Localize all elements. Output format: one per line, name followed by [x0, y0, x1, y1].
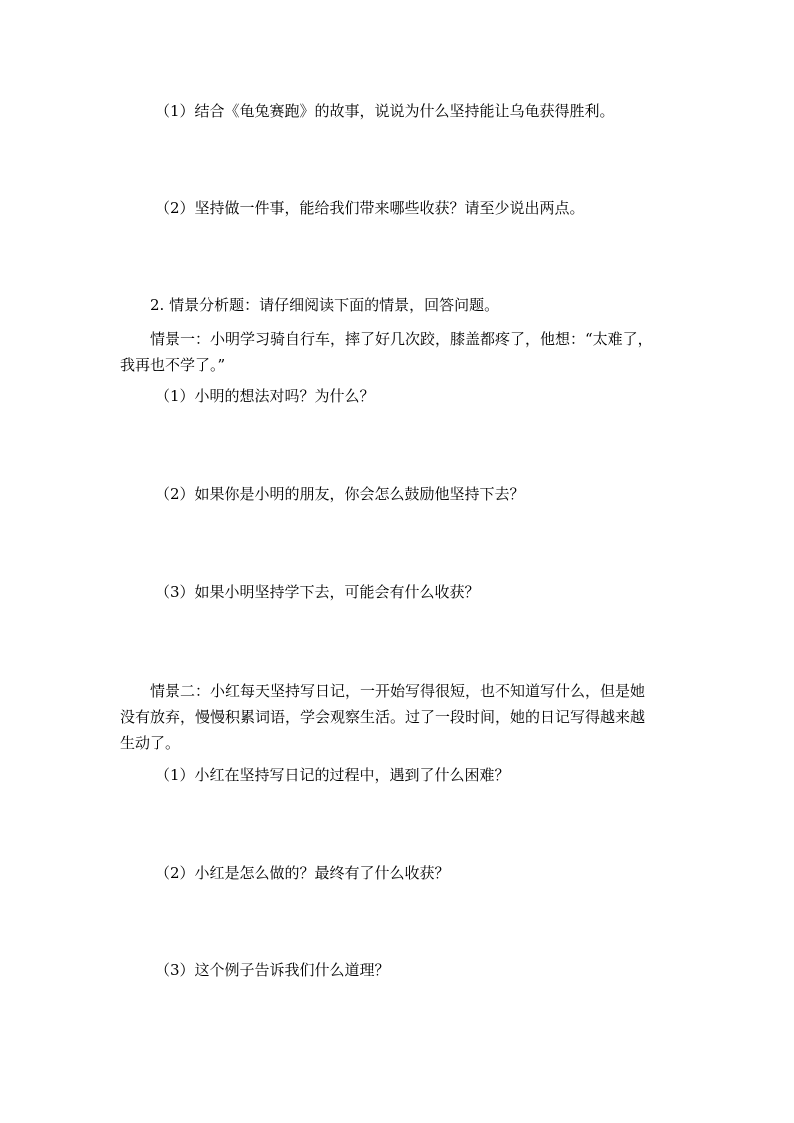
scene1-sub-question-3: （3）如果小明坚持学下去，可能会有什么收获？: [155, 583, 480, 601]
scene1-sub-question-1: （1）小明的想法对吗？为什么？: [155, 387, 375, 405]
scene2-text-line-3: 生动了。: [120, 734, 181, 752]
scene2-text-line-1: 情景二：小红每天坚持写日记，一开始写得很短，也不知道写什么，但是她: [150, 682, 646, 700]
scene2-sub-question-2: （2）小红是怎么做的？最终有了什么收获？: [155, 864, 450, 882]
scene2-sub-question-1: （1）小红在坚持写日记的过程中，遇到了什么困难？: [155, 766, 510, 784]
scene1-text-line-1: 情景一：小明学习骑自行车，摔了好几次跤，膝盖都疼了，他想：“太难了，: [150, 330, 653, 348]
scene2-sub-question-3: （3）这个例子告诉我们什么道理？: [155, 961, 390, 979]
q2-heading: 2. 情景分析题：请仔细阅读下面的情景，回答问题。: [150, 296, 500, 314]
scene1-sub-question-2: （2）如果你是小明的朋友，你会怎么鼓励他坚持下去？: [155, 485, 525, 503]
q1-sub-question-2: （2）坚持做一件事，能给我们带来哪些收获？请至少说出两点。: [155, 199, 585, 217]
scene1-text-line-2: 我再也不学了。”: [120, 356, 226, 374]
q1-sub-question-1: （1）结合《龟兔赛跑》的故事，说说为什么坚持能让乌龟获得胜利。: [155, 102, 615, 120]
scene2-text-line-2: 没有放弃，慢慢积累词语，学会观察生活。过了一段时间，她的日记写得越来越: [120, 708, 646, 726]
